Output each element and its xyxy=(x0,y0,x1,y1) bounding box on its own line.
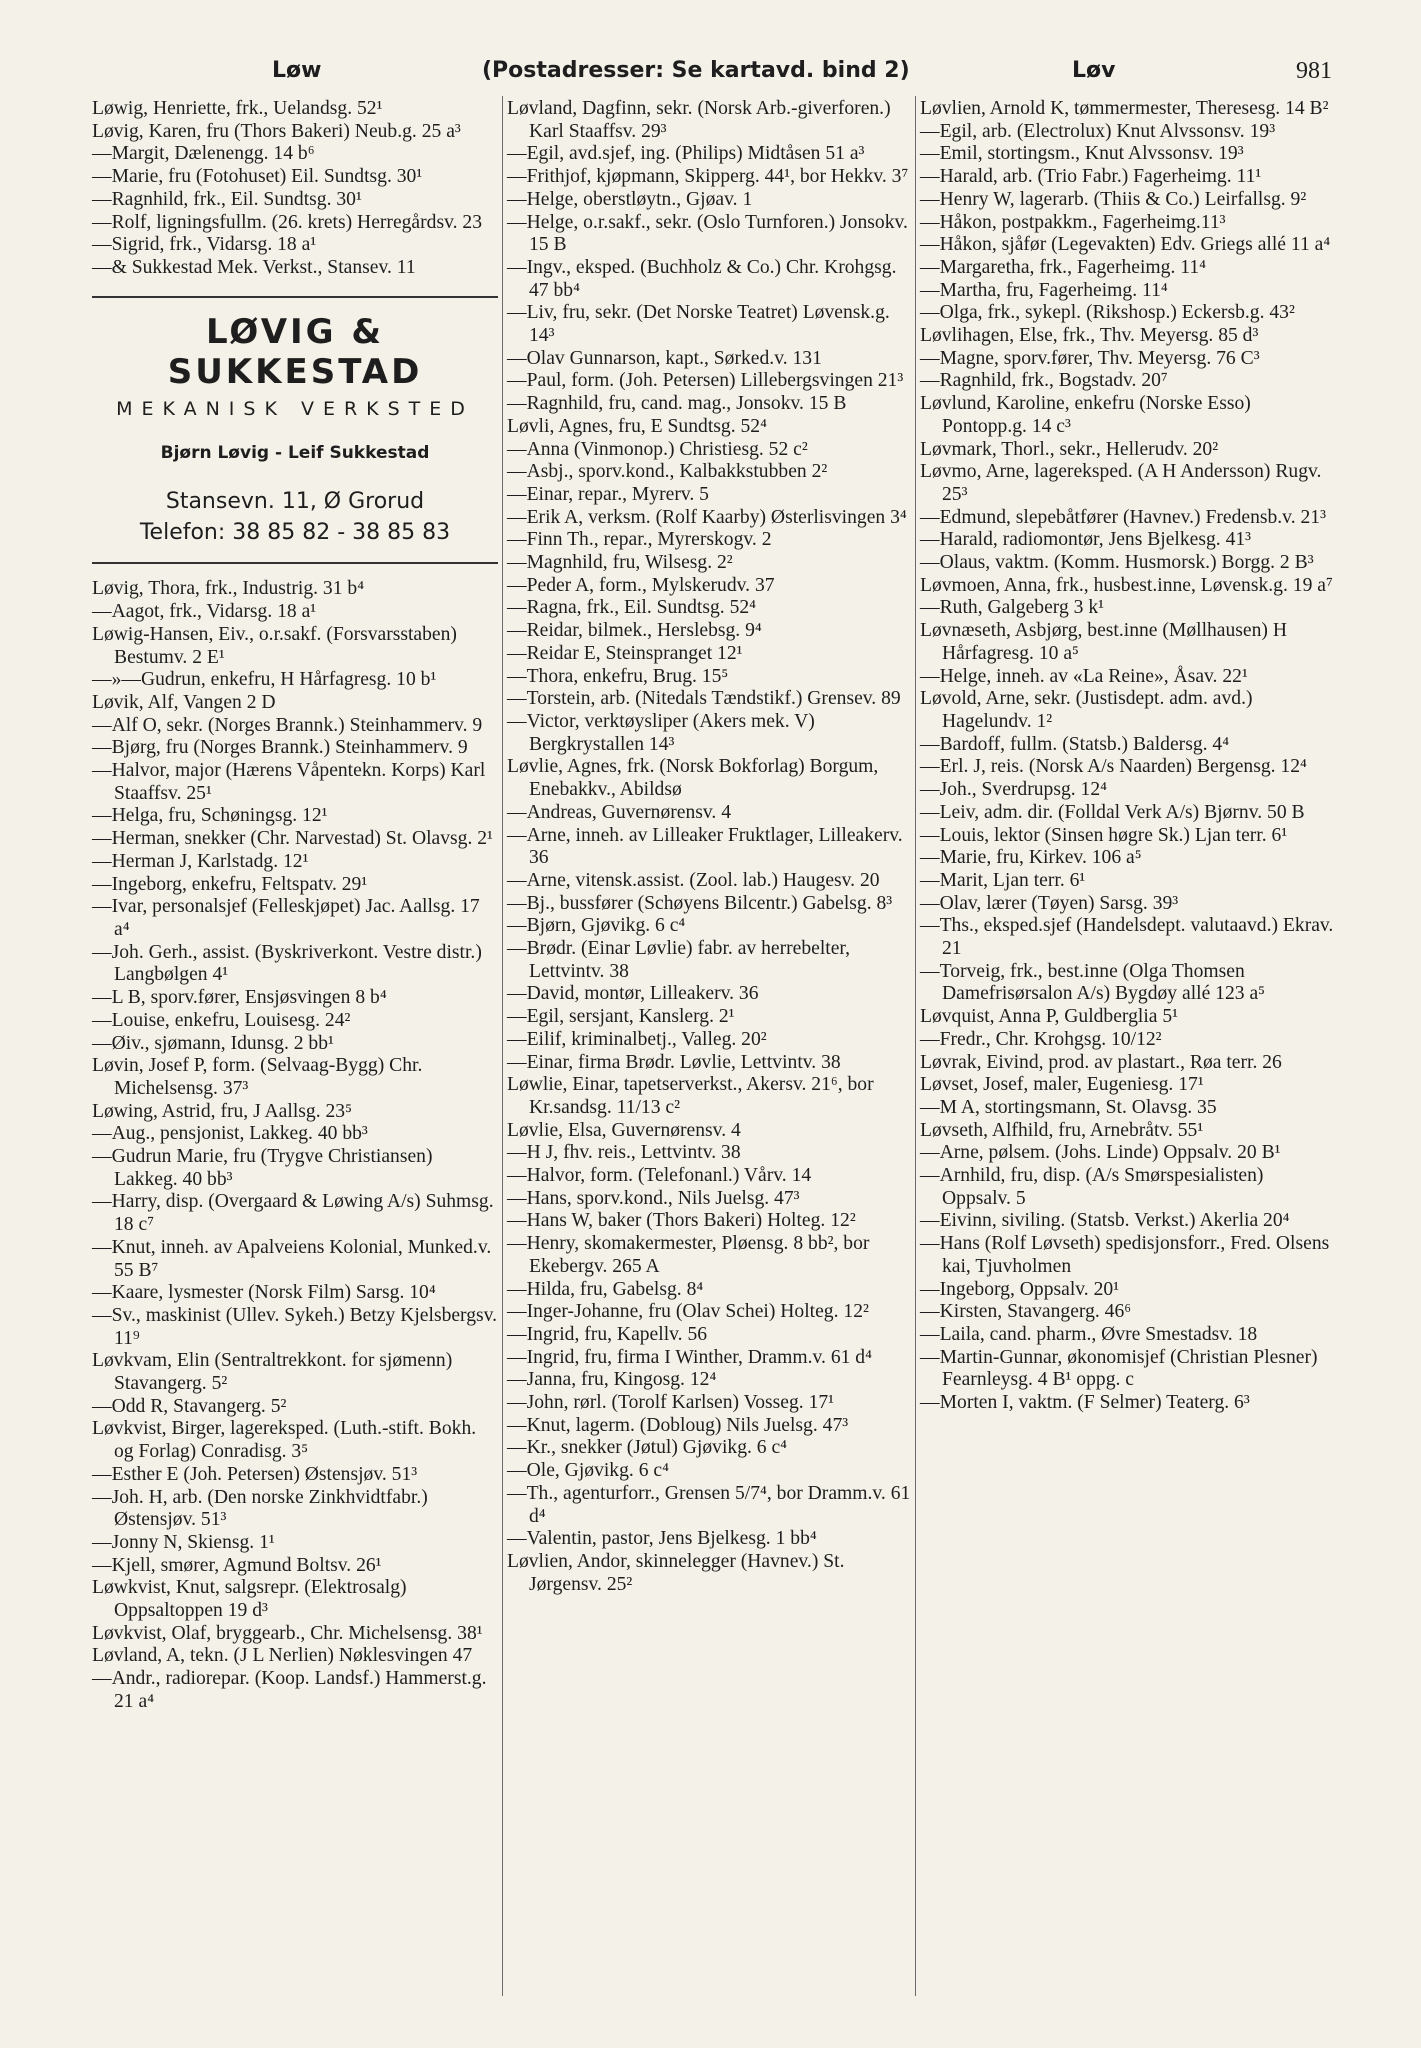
directory-entry: —Janna, fru, Kingosg. 12⁴ xyxy=(507,1369,717,1391)
directory-entry: —Margaretha, frk., Fagerheimg. 11⁴ xyxy=(920,256,1206,278)
directory-entry: —Kirsten, Stavangerg. 46⁶ xyxy=(920,1301,1132,1323)
directory-entry: —Ragna, frk., Eil. Sundtsg. 52⁴ xyxy=(507,597,757,619)
directory-entry: Løvig, Karen, fru (Thors Bakeri) Neub.g. 25 a³ xyxy=(92,120,461,142)
column-divider xyxy=(502,96,503,1996)
directory-entry: —Martha, fru, Fagerheimg. 11⁴ xyxy=(920,279,1168,301)
directory-entry: —Ivar, personalsjef (Felleskjøpet) Jac. Aallsg. 17 a⁴ xyxy=(92,896,480,940)
directory-entry: —Ruth, Galgeberg 3 k¹ xyxy=(920,597,1105,619)
directory-entry: —Joh. Gerh., assist. (Byskriverkont. Vestre distr.) Langbølgen 4¹ xyxy=(92,941,482,986)
header-postal-note: (Postadresser: Se kartavd. bind 2) xyxy=(482,58,910,83)
directory-entry: —Alf O, sekr. (Norges Brannk.) Steinhammerv. 9 xyxy=(92,714,483,736)
directory-entry: Løvkvist, Olaf, bryggearb., Chr. Michelsensg. 38¹ xyxy=(92,1622,483,1644)
directory-entry: —Odd R, Stavangerg. 5² xyxy=(92,1395,287,1417)
advertisement-box xyxy=(92,296,498,565)
directory-entry: —Joh., Sverdrupsg. 12⁴ xyxy=(920,779,1107,801)
directory-entry: —Kaare, lysmester (Norsk Film) Sarsg. 10⁴ xyxy=(92,1282,436,1304)
directory-entry: —Laila, cand. pharm., Øvre Smestadsv. 18 xyxy=(920,1323,1258,1345)
directory-entry: —Esther E (Joh. Petersen) Østensjøv. 51³ xyxy=(92,1463,418,1485)
column-1 xyxy=(92,98,498,1714)
directory-entry: —Halvor, form. (Telefonanl.) Vårv. 14 xyxy=(507,1165,812,1187)
directory-entry: —Victor, verktøysliper (Akers mek. V) Bergkrystallen 14³ xyxy=(507,710,815,755)
directory-entry: —Marit, Ljan terr. 6¹ xyxy=(920,869,1086,891)
directory-entry: —Bjørn, Gjøvikg. 6 c⁴ xyxy=(507,915,686,937)
directory-entry: —Andr., radiorepar. (Koop. Landsf.) Hammerst.g. 21 a⁴ xyxy=(92,1668,487,1712)
directory-entry: —Louis, lektor (Sinsen høgre Sk.) Ljan terr. 6¹ xyxy=(920,824,1288,846)
header-right-word: Løv xyxy=(1072,58,1116,83)
directory-entry: Løvkvist, Birger, lagereksped. (Luth.-stift. Bokh. og Forlag) Conradisg. 3⁵ xyxy=(92,1418,477,1463)
directory-entry: —Helge, oberstløytn., Gjøav. 1 xyxy=(507,188,753,210)
directory-entry: —Olaus, vaktm. (Komm. Husmorsk.) Borgg. 2 B³ xyxy=(920,552,1314,574)
directory-entry: —Egil, arb. (Electrolux) Knut Alvssonsv. 19³ xyxy=(920,120,1276,142)
directory-entry: —Liv, fru, sekr. (Det Norske Teatret) Løvensk.g. 14³ xyxy=(507,302,890,347)
directory-entry: —Erik A, verksm. (Rolf Kaarby) Østerlisvingen 3⁴ xyxy=(507,506,907,528)
directory-entry: —Bj., bussfører (Schøyens Bilcentr.) Gabelsg. 8³ xyxy=(507,892,893,914)
directory-entry: —Ragnhild, frk., Bogstadv. 20⁷ xyxy=(920,370,1168,392)
directory-entry: —Marie, fru, Kirkev. 106 a⁵ xyxy=(920,847,1142,869)
directory-entry: —Torstein, arb. (Nitedals Tændstikf.) Grensev. 89 xyxy=(507,688,901,710)
directory-entry: —Leiv, adm. dir. (Folldal Verk A/s) Bjørnv. 50 B xyxy=(920,801,1305,823)
directory-entry: —Peder A, form., Mylskerudv. 37 xyxy=(507,574,775,596)
directory-entry: —Aug., pensjonist, Lakkeg. 40 bb³ xyxy=(92,1123,368,1145)
directory-entry: Løwig, Henriette, frk., Uelandsg. 52¹ xyxy=(92,98,383,119)
directory-entry: Løvlie, Agnes, frk. (Norsk Bokforlag) Borgum, Enebakkv., Abildsø xyxy=(507,756,879,801)
directory-entry: —Marie, fru (Fotohuset) Eil. Sundtsg. 30¹ xyxy=(92,166,423,188)
header-left-word: Løw xyxy=(272,58,322,83)
directory-entry: Løvnæseth, Asbjørg, best.inne (Møllhausen) H Hårfagresg. 10 a⁵ xyxy=(920,620,1287,664)
directory-entry: —Helga, fru, Schøningsg. 12¹ xyxy=(92,805,328,827)
directory-entry: —Kr., snekker (Jøtul) Gjøvikg. 6 c⁴ xyxy=(507,1437,788,1459)
directory-entry: —Inger-Johanne, fru (Olav Schei) Holteg. 12² xyxy=(507,1301,869,1323)
directory-entry: —Ingv., eksped. (Buchholz & Co.) Chr. Krohgsg. 47 bb⁴ xyxy=(507,256,897,301)
directory-entry: —Bjørg, fru (Norges Brannk.) Steinhammerv. 9 xyxy=(92,737,468,759)
directory-entry: —Knut, lagerm. (Dobloug) Nils Juelsg. 47³ xyxy=(507,1414,849,1436)
directory-entry: —Anna (Vinmonop.) Christiesg. 52 c² xyxy=(507,438,808,460)
directory-entry: Løvrak, Eivind, prod. av plastart., Røa terr. 26 xyxy=(920,1051,1282,1073)
directory-entry: —Ingrid, fru, Kapellv. 56 xyxy=(507,1323,708,1345)
column-1-bottom-entries xyxy=(92,578,498,1713)
directory-entry: —Torveig, frk., best.inne (Olga Thomsen Damefrisørsalon A/s) Bygdøy allé 123 a⁵ xyxy=(920,960,1265,1005)
directory-entry: —Helge, inneh. av «La Reine», Åsav. 22¹ xyxy=(920,665,1248,687)
ad-phone: Telefon: 38 85 82 - 38 85 83 xyxy=(139,519,451,545)
directory-entry: —Aagot, frk., Vidarsg. 18 a¹ xyxy=(92,601,317,623)
directory-entry: —Hans W, baker (Thors Bakeri) Holteg. 12² xyxy=(507,1210,856,1232)
directory-entry: Løvlihagen, Else, frk., Thv. Meyersg. 85 d³ xyxy=(920,325,1259,347)
directory-entry: —Arne, vitensk.assist. (Zool. lab.) Haugesv. 20 xyxy=(507,869,880,891)
column-2 xyxy=(507,98,913,1596)
directory-entry: —Asbj., sporv.kond., Kalbakkstubben 2² xyxy=(507,461,828,483)
ad-company-name: LØVIG & SUKKESTAD xyxy=(167,311,423,392)
directory-entry: —Hilda, fru, Gabelsg. 8⁴ xyxy=(507,1278,704,1300)
directory-entry: —Einar, repar., Myrerv. 5 xyxy=(507,483,709,505)
directory-entry: Løvik, Alf, Vangen 2 D xyxy=(92,691,276,713)
directory-entry: Løvmoen, Anna, frk., husbest.inne, Løvensk.g. 19 a⁷ xyxy=(920,574,1333,596)
directory-entry: —Egil, avd.sjef, ing. (Philips) Midtåsen 51 a³ xyxy=(507,143,865,165)
ad-address: Stansevn. 11, Ø Grorud xyxy=(165,489,425,515)
directory-entry: —Brødr. (Einar Løvlie) fabr. av herrebelter, Lettvintv. 38 xyxy=(507,938,851,982)
directory-entry: Løvig, Thora, frk., Industrig. 31 b⁴ xyxy=(92,578,365,600)
directory-entry: Løvquist, Anna P, Guldberglia 5¹ xyxy=(920,1006,1179,1028)
directory-entry: —Hans (Rolf Løvseth) spedisjonsforr., Fred. Olsens kai, Tjuvholmen xyxy=(920,1233,1330,1277)
directory-entry: Løwing, Astrid, fru, J Aallsg. 23⁵ xyxy=(92,1100,352,1122)
directory-entry: —Olav, lærer (Tøyen) Sarsg. 39³ xyxy=(920,892,1179,914)
directory-entry: —Erl. J, reis. (Norsk A/s Naarden) Bergensg. 12⁴ xyxy=(920,756,1307,778)
directory-entry: —Sv., maskinist (Ullev. Sykeh.) Betzy Kjelsbergsv. 11⁹ xyxy=(92,1304,498,1349)
directory-entry: —Magnhild, fru, Wilsesg. 2² xyxy=(507,552,733,574)
directory-entry: Løvlien, Andor, skinnelegger (Havnev.) St. Jørgensv. 25² xyxy=(507,1551,845,1595)
directory-entry: —Ths., eksped.sjef (Handelsdept. valutaavd.) Ekrav. 21 xyxy=(920,915,1334,960)
directory-entry: —Hans, sporv.kond., Nils Juelsg. 47³ xyxy=(507,1187,800,1209)
directory-entry: —Martin-Gunnar, økonomisjef (Christian Plesner) Fearnleysg. 4 B¹ oppg. c xyxy=(920,1346,1318,1391)
directory-entry: —Harry, disp. (Overgaard & Løwing A/s) Suhmsg. 18 c⁷ xyxy=(92,1191,494,1236)
directory-entry: —H J, fhv. reis., Lettvintv. 38 xyxy=(507,1142,741,1164)
directory-entry: Løvset, Josef, maler, Eugeniesg. 17¹ xyxy=(920,1074,1204,1096)
directory-entry: Løvkvam, Elin (Sentraltrekkont. for sjømenn) Stavangerg. 5² xyxy=(92,1350,453,1395)
directory-entry: Løvmo, Arne, lagereksped. (A H Andersson) Rugv. 25³ xyxy=(920,461,1322,505)
directory-entry: —Henry W, lagerarb. (Thiis & Co.) Leirfallsg. 9² xyxy=(920,188,1307,210)
directory-entry: —Einar, firma Brødr. Løvlie, Lettvintv. 38 xyxy=(507,1051,841,1073)
directory-entry: Løwlie, Einar, tapetserverkst., Akersv. 21⁶, bor Kr.sandsg. 11/13 c² xyxy=(507,1074,874,1118)
directory-entry: —Ragnhild, frk., Eil. Sundtsg. 30¹ xyxy=(92,188,362,210)
directory-entry: —Arne, pølsem. (Johs. Linde) Oppsalv. 20 B¹ xyxy=(920,1142,1281,1164)
directory-entry: —Paul, form. (Joh. Petersen) Lillebergsvingen 21³ xyxy=(507,370,904,392)
directory-entry: —Th., agenturforr., Grensen 5/7⁴, bor Dramm.v. 61 d⁴ xyxy=(507,1482,911,1527)
ad-subtitle: MEKANISK VERKSTED xyxy=(116,397,474,420)
directory-entry: —David, montør, Lilleakerv. 36 xyxy=(507,983,759,1005)
directory-entry: Løvli, Agnes, fru, E Sundtsg. 52⁴ xyxy=(507,415,767,437)
directory-entry: —Olga, frk., sykepl. (Rikshosp.) Eckersb.g. 43² xyxy=(920,302,1295,324)
directory-entry: —Ragnhild, fru, cand. mag., Jonsokv. 15 B xyxy=(507,393,847,415)
directory-entry: Løvland, A, tekn. (J L Nerlien) Nøklesvingen 47 xyxy=(92,1645,473,1667)
directory-entry: —Henry, skomakermester, Pløensg. 8 bb², bor Ekebergv. 265 A xyxy=(507,1233,870,1277)
directory-entry: —Eilif, kriminalbetj., Valleg. 20² xyxy=(507,1028,767,1050)
directory-entry: —Morten I, vaktm. (F Selmer) Teaterg. 6³ xyxy=(920,1392,1250,1414)
directory-entry: —Jonny N, Skiensg. 1¹ xyxy=(92,1531,275,1553)
directory-entry: —Håkon, postpakkm., Fagerheimg.11³ xyxy=(920,211,1226,233)
directory-entry: —Joh. H, arb. (Den norske Zinkhvidtfabr.) Østensjøv. 51³ xyxy=(92,1486,428,1531)
page-number: 981 xyxy=(1296,58,1332,84)
ad-owners: Bjørn Løvig - Leif Sukkestad xyxy=(160,443,430,464)
directory-entry: —Finn Th., repar., Myrerskogv. 2 xyxy=(507,529,772,551)
directory-entry: —Olav Gunnarson, kapt., Sørked.v. 131 xyxy=(507,347,822,369)
directory-entry: —Thora, enkefru, Brug. 15⁵ xyxy=(507,665,729,687)
directory-entry: —Øiv., sjømann, Idunsg. 2 bb¹ xyxy=(92,1032,334,1054)
column-divider xyxy=(915,96,916,1996)
column-3 xyxy=(920,98,1335,1415)
directory-entry: Løvold, Arne, sekr. (Justisdept. adm. avd.) Hagelundv. 1² xyxy=(920,688,1253,732)
directory-entry: —Arne, inneh. av Lilleaker Fruktlager, Lilleakerv. 36 xyxy=(507,824,903,869)
directory-entry: —Ole, Gjøvikg. 6 c⁴ xyxy=(507,1460,669,1482)
directory-entry: —Margit, Dælenengg. 14 b⁶ xyxy=(92,143,315,165)
directory-entry: Løvin, Josef P, form. (Selvaag-Bygg) Chr. Michelsensg. 37³ xyxy=(92,1055,423,1099)
directory-entry: —Louise, enkefru, Louisesg. 24² xyxy=(92,1009,351,1031)
directory-entry: Løwig-Hansen, Eiv., o.r.sakf. (Forsvarsstaben) Bestumv. 2 E¹ xyxy=(92,623,457,668)
directory-entry: Løvland, Dagfinn, sekr. (Norsk Arb.-giverforen.) Karl Staaffsv. 29³ xyxy=(507,98,891,142)
directory-entry: —Ingeborg, enkefru, Feltspatv. 29¹ xyxy=(92,873,368,895)
directory-entry: —Arnhild, fru, disp. (A/s Smørspesialisten) Oppsalv. 5 xyxy=(920,1165,1264,1209)
directory-entry: —Andreas, Guvernørensv. 4 xyxy=(507,801,731,823)
directory-entry: —Kjell, smører, Agmund Boltsv. 26¹ xyxy=(92,1554,382,1576)
directory-entry: —L B, sporv.fører, Ensjøsvingen 8 b⁴ xyxy=(92,987,387,1009)
directory-entry: —»—Gudrun, enkefru, H Hårfagresg. 10 b¹ xyxy=(92,669,437,691)
directory-entry: —John, rørl. (Torolf Karlsen) Vosseg. 17¹ xyxy=(507,1392,835,1414)
directory-entry: —M A, stortingsmann, St. Olavsg. 35 xyxy=(920,1096,1217,1118)
directory-entry: —Sigrid, frk., Vidarsg. 18 a¹ xyxy=(92,234,317,256)
directory-entry: —Valentin, pastor, Jens Bjelkesg. 1 bb⁴ xyxy=(507,1528,817,1550)
directory-entry: —& Sukkestad Mek. Verkst., Stansev. 11 xyxy=(92,256,416,278)
directory-entry: —Reidar E, Steinspranget 12¹ xyxy=(507,642,743,664)
directory-entry: Løvlund, Karoline, enkefru (Norske Esso) Pontopp.g. 14 c³ xyxy=(920,393,1251,437)
directory-entry: —Herman J, Karlstadg. 12¹ xyxy=(92,850,309,872)
directory-entry: —Knut, inneh. av Apalveiens Kolonial, Munked.v. 55 B⁷ xyxy=(92,1236,492,1281)
directory-entry: —Halvor, major (Hærens Våpentekn. Korps) Karl Staaffsv. 25¹ xyxy=(92,760,486,804)
directory-entry: Løvmark, Thorl., sekr., Hellerudv. 20² xyxy=(920,438,1219,460)
directory-entry: —Håkon, sjåfør (Legevakten) Edv. Griegs allé 11 a⁴ xyxy=(920,234,1331,256)
directory-entry: —Eivinn, siviling. (Statsb. Verkst.) Akerlia 20⁴ xyxy=(920,1210,1290,1232)
column-1-top-entries xyxy=(92,98,498,280)
directory-entry: —Reidar, bilmek., Herslebsg. 9⁴ xyxy=(507,620,762,642)
directory-entry: —Ingrid, fru, firma I Winther, Dramm.v. 61 d⁴ xyxy=(507,1346,872,1368)
directory-entry: Løvseth, Alfhild, fru, Arnebråtv. 55¹ xyxy=(920,1119,1204,1141)
directory-entry: —Magne, sporv.fører, Thv. Meyersg. 76 C³ xyxy=(920,347,1260,369)
directory-entry: —Ingeborg, Oppsalv. 20¹ xyxy=(920,1278,1120,1300)
directory-entry: —Gudrun Marie, fru (Trygve Christiansen) Lakkeg. 40 bb³ xyxy=(92,1146,433,1190)
directory-entry: —Harald, arb. (Trio Fabr.) Fagerheimg. 11¹ xyxy=(920,166,1262,188)
directory-entry: —Emil, stortingsm., Knut Alvssonsv. 19³ xyxy=(920,143,1244,165)
directory-entry: Løwkvist, Knut, salgsrepr. (Elektrosalg) Oppsaltoppen 19 d³ xyxy=(92,1577,407,1622)
directory-entry: —Rolf, ligningsfullm. (26. krets) Herregårdsv. 23 xyxy=(92,211,482,233)
page-header xyxy=(92,58,1332,90)
directory-entry: Løvlien, Arnold K, tømmermester, Theresesg. 14 B² xyxy=(920,98,1329,119)
directory-entry: Løvlie, Elsa, Guvernørensv. 4 xyxy=(507,1119,741,1141)
directory-entry: —Frithjof, kjøpmann, Skipperg. 44¹, bor Hekkv. 3⁷ xyxy=(507,166,909,188)
directory-entry: —Fredr., Chr. Krohgsg. 10/12² xyxy=(920,1028,1162,1050)
directory-entry: —Herman, snekker (Chr. Narvestad) St. Olavsg. 2¹ xyxy=(92,828,493,850)
directory-entry: —Helge, o.r.sakf., sekr. (Oslo Turnforen.) Jonsokv. 15 B xyxy=(507,211,908,256)
directory-entry: —Edmund, slepebåtfører (Havnev.) Fredensb.v. 21³ xyxy=(920,506,1326,528)
directory-entry: —Harald, radiomontør, Jens Bjelkesg. 41³ xyxy=(920,529,1252,551)
directory-entry: —Egil, sersjant, Kanslerg. 2¹ xyxy=(507,1006,735,1028)
directory-entry: —Bardoff, fullm. (Statsb.) Baldersg. 4⁴ xyxy=(920,733,1230,755)
